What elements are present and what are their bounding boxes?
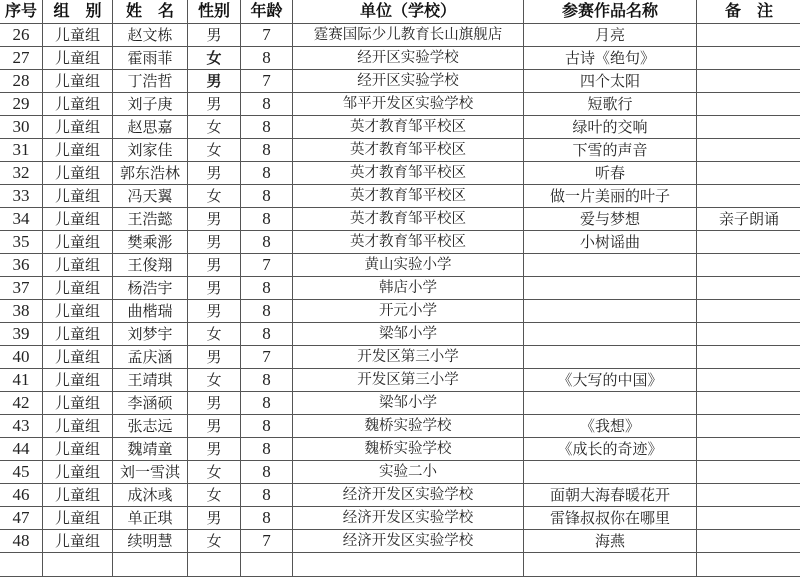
cell-note: [697, 277, 800, 300]
cell-name: 刘家佳: [113, 139, 188, 162]
cell-group: 儿童组: [43, 24, 113, 47]
table-row: [0, 93, 800, 116]
header-note: 备 注: [697, 0, 800, 24]
cell-note: [697, 162, 800, 185]
table-row: [0, 300, 800, 323]
cell-empty: [697, 553, 800, 577]
cell-gender: 男: [188, 70, 241, 93]
cell-gender: 女: [188, 47, 241, 70]
cell-note: [697, 507, 800, 530]
cell-gender: 女: [188, 116, 241, 139]
cell-work: 月亮: [524, 24, 697, 47]
cell-unit: 梁邹小学: [293, 323, 524, 346]
cell-gender: 男: [188, 162, 241, 185]
cell-gender: 女: [188, 185, 241, 208]
cell-note: [697, 93, 800, 116]
cell-name: 孟庆涵: [113, 346, 188, 369]
table-row: [0, 323, 800, 346]
cell-gender: 男: [188, 24, 241, 47]
cell-gender: 男: [188, 93, 241, 116]
header-seq: 序号: [0, 0, 43, 24]
cell-note: [697, 47, 800, 70]
cell-group: 儿童组: [43, 323, 113, 346]
cell-group: 儿童组: [43, 415, 113, 438]
blank-row: [0, 553, 800, 577]
header-name: 姓 名: [113, 0, 188, 24]
cell-seq: 36: [0, 254, 43, 277]
cell-note: [697, 70, 800, 93]
cell-work: 海燕: [524, 530, 697, 553]
cell-work: 下雪的声音: [524, 139, 697, 162]
cell-note: [697, 116, 800, 139]
cell-age: 8: [241, 323, 293, 346]
cell-age: 8: [241, 369, 293, 392]
cell-unit: 经济开发区实验学校: [293, 507, 524, 530]
cell-seq: 32: [0, 162, 43, 185]
cell-unit: 英才教育邹平校区: [293, 208, 524, 231]
cell-note: 亲子朗诵: [697, 208, 800, 231]
cell-group: 儿童组: [43, 231, 113, 254]
cell-seq: 40: [0, 346, 43, 369]
cell-group: 儿童组: [43, 139, 113, 162]
cell-unit: 英才教育邹平校区: [293, 139, 524, 162]
cell-age: 8: [241, 507, 293, 530]
cell-name: 王靖琪: [113, 369, 188, 392]
cell-name: 张志远: [113, 415, 188, 438]
cell-group: 儿童组: [43, 530, 113, 553]
cell-name: 樊乘浵: [113, 231, 188, 254]
cell-work: 古诗《绝句》: [524, 47, 697, 70]
cell-age: 7: [241, 346, 293, 369]
cell-work: 《我想》: [524, 415, 697, 438]
cell-group: 儿童组: [43, 300, 113, 323]
cell-work: 爱与梦想: [524, 208, 697, 231]
cell-seq: 35: [0, 231, 43, 254]
cell-group: 儿童组: [43, 254, 113, 277]
table-row: [0, 415, 800, 438]
cell-note: [697, 530, 800, 553]
cell-gender: 女: [188, 530, 241, 553]
cell-empty: [0, 553, 43, 577]
table-body: [0, 24, 800, 577]
cell-name: 成沐彧: [113, 484, 188, 507]
cell-unit: 经开区实验学校: [293, 70, 524, 93]
cell-note: [697, 231, 800, 254]
cell-work: 做一片美丽的叶子: [524, 185, 697, 208]
cell-gender: 男: [188, 231, 241, 254]
cell-gender: 女: [188, 484, 241, 507]
cell-seq: 37: [0, 277, 43, 300]
cell-name: 冯天翼: [113, 185, 188, 208]
cell-age: 8: [241, 116, 293, 139]
cell-unit: 开发区第三小学: [293, 346, 524, 369]
cell-gender: 女: [188, 461, 241, 484]
cell-note: [697, 346, 800, 369]
cell-gender: 男: [188, 254, 241, 277]
table-row: [0, 530, 800, 553]
cell-note: [697, 185, 800, 208]
cell-unit: 邹平开发区实验学校: [293, 93, 524, 116]
cell-note: [697, 438, 800, 461]
cell-name: 王俊翔: [113, 254, 188, 277]
table-row: [0, 70, 800, 93]
cell-note: [697, 24, 800, 47]
header-row: [0, 0, 800, 24]
cell-note: [697, 369, 800, 392]
cell-unit: 黄山实验小学: [293, 254, 524, 277]
cell-group: 儿童组: [43, 277, 113, 300]
table-row: [0, 392, 800, 415]
cell-group: 儿童组: [43, 93, 113, 116]
cell-age: 8: [241, 47, 293, 70]
cell-gender: 男: [188, 300, 241, 323]
cell-note: [697, 300, 800, 323]
cell-unit: 经开区实验学校: [293, 47, 524, 70]
cell-gender: 女: [188, 139, 241, 162]
cell-note: [697, 139, 800, 162]
cell-seq: 30: [0, 116, 43, 139]
cell-work: [524, 254, 697, 277]
cell-gender: 男: [188, 415, 241, 438]
table-row: [0, 346, 800, 369]
cell-unit: 英才教育邹平校区: [293, 185, 524, 208]
cell-work: 听春: [524, 162, 697, 185]
cell-group: 儿童组: [43, 208, 113, 231]
cell-gender: 男: [188, 392, 241, 415]
table-row: [0, 369, 800, 392]
cell-name: 续明慧: [113, 530, 188, 553]
table-row: [0, 24, 800, 47]
cell-age: 8: [241, 231, 293, 254]
cell-name: 赵文栋: [113, 24, 188, 47]
table-row: [0, 231, 800, 254]
cell-seq: 33: [0, 185, 43, 208]
cell-seq: 28: [0, 70, 43, 93]
cell-empty: [188, 553, 241, 577]
cell-work: 《成长的奇迹》: [524, 438, 697, 461]
cell-unit: 英才教育邹平校区: [293, 231, 524, 254]
cell-age: 7: [241, 254, 293, 277]
cell-empty: [241, 553, 293, 577]
cell-age: 8: [241, 300, 293, 323]
cell-age: 8: [241, 185, 293, 208]
cell-note: [697, 392, 800, 415]
cell-age: 8: [241, 415, 293, 438]
cell-unit: 韩店小学: [293, 277, 524, 300]
cell-age: 8: [241, 461, 293, 484]
cell-gender: 男: [188, 438, 241, 461]
cell-work: 绿叶的交响: [524, 116, 697, 139]
cell-group: 儿童组: [43, 484, 113, 507]
cell-age: 8: [241, 93, 293, 116]
cell-age: 7: [241, 530, 293, 553]
table-row: [0, 461, 800, 484]
cell-seq: 29: [0, 93, 43, 116]
cell-name: 单正琪: [113, 507, 188, 530]
cell-group: 儿童组: [43, 116, 113, 139]
cell-work: 雷锋叔叔你在哪里: [524, 507, 697, 530]
cell-seq: 43: [0, 415, 43, 438]
cell-unit: 梁邹小学: [293, 392, 524, 415]
cell-name: 赵思嘉: [113, 116, 188, 139]
cell-unit: 魏桥实验学校: [293, 438, 524, 461]
table-row: [0, 162, 800, 185]
cell-group: 儿童组: [43, 507, 113, 530]
table-row: [0, 185, 800, 208]
cell-seq: 27: [0, 47, 43, 70]
cell-gender: 男: [188, 507, 241, 530]
cell-age: 8: [241, 484, 293, 507]
cell-seq: 39: [0, 323, 43, 346]
cell-work: [524, 300, 697, 323]
cell-note: [697, 461, 800, 484]
cell-seq: 31: [0, 139, 43, 162]
table-row: [0, 47, 800, 70]
cell-age: 7: [241, 70, 293, 93]
cell-age: 8: [241, 139, 293, 162]
cell-age: 8: [241, 277, 293, 300]
cell-name: 刘子庚: [113, 93, 188, 116]
cell-gender: 男: [188, 208, 241, 231]
cell-work: [524, 346, 697, 369]
cell-empty: [43, 553, 113, 577]
cell-work: [524, 323, 697, 346]
cell-seq: 41: [0, 369, 43, 392]
cell-seq: 42: [0, 392, 43, 415]
cell-seq: 46: [0, 484, 43, 507]
cell-unit: 开元小学: [293, 300, 524, 323]
cell-group: 儿童组: [43, 369, 113, 392]
cell-note: [697, 484, 800, 507]
cell-work: [524, 461, 697, 484]
cell-work: [524, 277, 697, 300]
cell-note: [697, 254, 800, 277]
header-unit: 单位（学校）: [293, 0, 524, 24]
cell-unit: 魏桥实验学校: [293, 415, 524, 438]
cell-age: 7: [241, 24, 293, 47]
cell-unit: 开发区第三小学: [293, 369, 524, 392]
cell-work: 《大写的中国》: [524, 369, 697, 392]
cell-name: 刘梦宇: [113, 323, 188, 346]
cell-age: 8: [241, 392, 293, 415]
cell-note: [697, 415, 800, 438]
cell-name: 魏靖童: [113, 438, 188, 461]
cell-group: 儿童组: [43, 438, 113, 461]
header-gender: 性别: [188, 0, 241, 24]
cell-group: 儿童组: [43, 185, 113, 208]
table-row: [0, 277, 800, 300]
cell-group: 儿童组: [43, 392, 113, 415]
header-work: 参赛作品名称: [524, 0, 697, 24]
cell-age: 8: [241, 162, 293, 185]
cell-name: 李涵硕: [113, 392, 188, 415]
cell-name: 王浩懿: [113, 208, 188, 231]
cell-unit: 经济开发区实验学校: [293, 484, 524, 507]
cell-seq: 48: [0, 530, 43, 553]
cell-seq: 38: [0, 300, 43, 323]
header-age: 年龄: [241, 0, 293, 24]
cell-gender: 女: [188, 369, 241, 392]
cell-age: 8: [241, 208, 293, 231]
cell-gender: 男: [188, 346, 241, 369]
cell-seq: 44: [0, 438, 43, 461]
cell-group: 儿童组: [43, 461, 113, 484]
cell-name: 郭东浩林: [113, 162, 188, 185]
cell-work: 四个太阳: [524, 70, 697, 93]
cell-group: 儿童组: [43, 346, 113, 369]
cell-name: 杨浩宇: [113, 277, 188, 300]
table-row: [0, 507, 800, 530]
table-row: [0, 208, 800, 231]
cell-empty: [524, 553, 697, 577]
cell-work: 短歌行: [524, 93, 697, 116]
cell-unit: 经济开发区实验学校: [293, 530, 524, 553]
cell-unit: 实验二小: [293, 461, 524, 484]
cell-group: 儿童组: [43, 70, 113, 93]
table-row: [0, 139, 800, 162]
cell-seq: 45: [0, 461, 43, 484]
cell-work: 小树谣曲: [524, 231, 697, 254]
cell-name: 霍雨菲: [113, 47, 188, 70]
cell-name: 刘一雪淇: [113, 461, 188, 484]
cell-gender: 男: [188, 277, 241, 300]
cell-group: 儿童组: [43, 162, 113, 185]
cell-work: 面朝大海春暖花开: [524, 484, 697, 507]
cell-age: 8: [241, 438, 293, 461]
cell-unit: 霆赛国际少儿教育长山旗舰店: [293, 24, 524, 47]
cell-seq: 34: [0, 208, 43, 231]
table-row: [0, 484, 800, 507]
cell-unit: 英才教育邹平校区: [293, 116, 524, 139]
table-row: [0, 116, 800, 139]
cell-empty: [293, 553, 524, 577]
cell-seq: 26: [0, 24, 43, 47]
table-row: [0, 254, 800, 277]
cell-seq: 47: [0, 507, 43, 530]
cell-note: [697, 323, 800, 346]
cell-name: 丁浩哲: [113, 70, 188, 93]
cell-work: [524, 392, 697, 415]
cell-gender: 女: [188, 323, 241, 346]
header-group: 组 别: [43, 0, 113, 24]
cell-name: 曲楷瑞: [113, 300, 188, 323]
table-row: [0, 438, 800, 461]
cell-unit: 英才教育邹平校区: [293, 162, 524, 185]
cell-empty: [113, 553, 188, 577]
cell-group: 儿童组: [43, 47, 113, 70]
